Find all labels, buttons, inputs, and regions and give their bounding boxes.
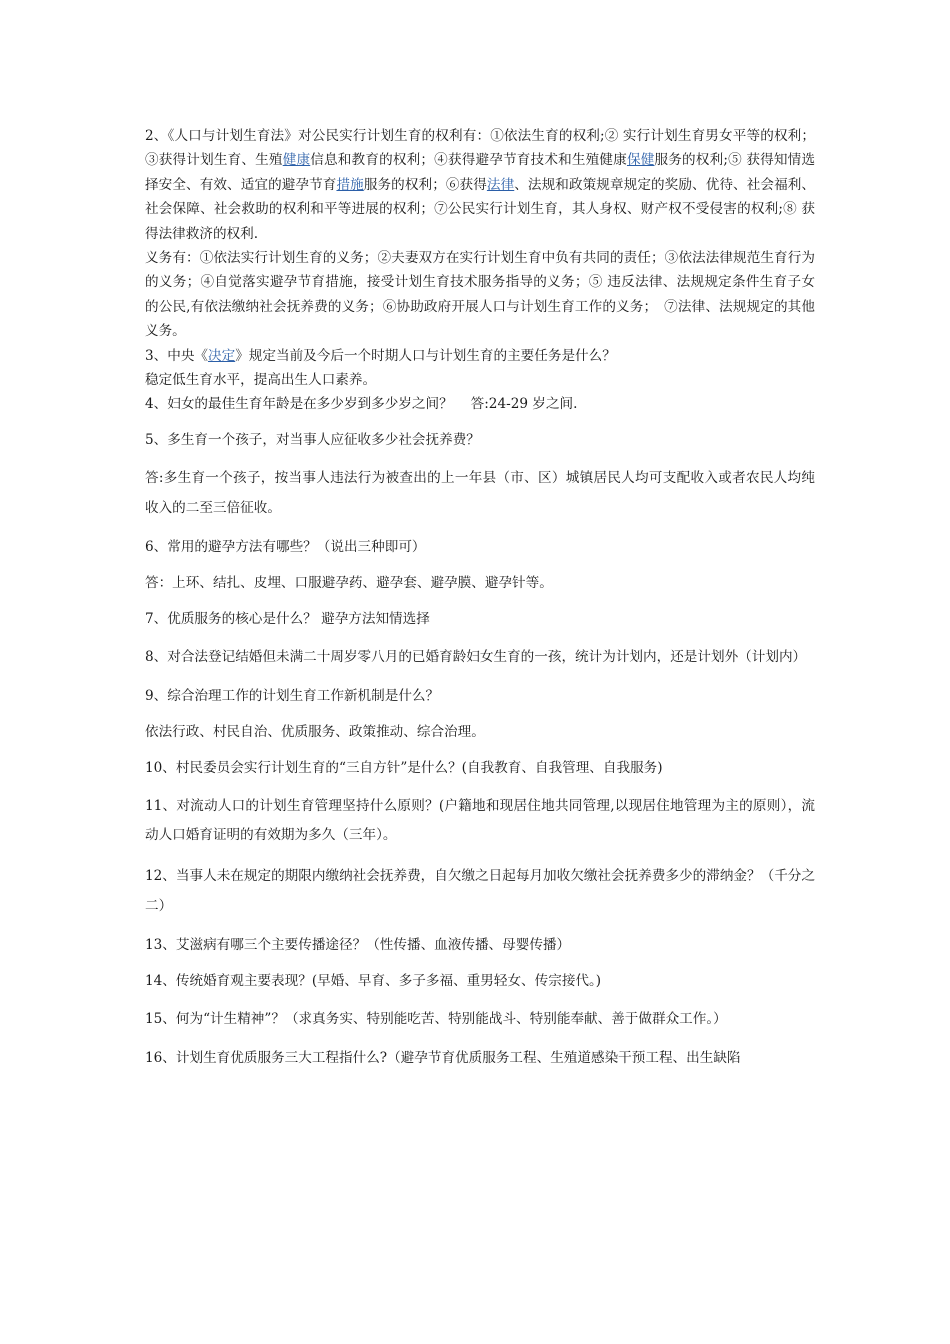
text-segment: 13、艾滋病有哪三个主要传播途径？（性传播、血液传播、母婴传播）: [145, 936, 571, 953]
paragraph-q2-duties: [145, 246, 815, 344]
text-segment: 9、综合治理工作的计划生育工作新机制是什么？: [145, 687, 440, 704]
text-segment: 6、常用的避孕方法有哪些？（说出三种即可）: [145, 538, 426, 555]
inline-link[interactable]: 决定: [208, 347, 236, 364]
text-segment: 4、妇女的最佳生育年龄是在多少岁到多少岁之间？ 答:24-29 岁之间.: [145, 396, 578, 413]
document-body: [145, 124, 815, 1070]
text-segment: 16、计划生育优质服务三大工程指什么?（避孕节育优质服务工程、生殖道感染干预工程、出生缺陷: [145, 1049, 741, 1066]
text-segment: 服务的权利;⑤ 获得知情选择安全、有效、适宜的避孕节育: [145, 152, 816, 193]
text-segment: 15、何为“计生精神”？（求真务实、特别能吃苦、特别能战斗、特别能奉献、善于做群众工作。）: [145, 1010, 727, 1027]
paragraph-q15: [145, 1005, 815, 1035]
text-segment: 7、优质服务的核心是什么？ 避孕方法知情选择: [145, 610, 430, 627]
paragraph-q13: [145, 933, 815, 957]
text-segment: 11、对流动人口的计划生育管理坚持什么原则？(户籍地和现居住地共同管理,以现居住地管理为主的原则），流动人口婚育证明的有效期为多久（三年）。: [145, 797, 815, 844]
paragraph-q9-answer: [145, 720, 815, 744]
paragraph-q11: [145, 792, 815, 851]
text-segment: 义务有：①依法实行计划生育的义务；②夫妻双方在实行计划生育中负有共同的责任；③依法法律规范生育行为的义务；④自觉落实避孕节育措施，接受计划生育技术服务指导的义务；⑤ 违反法律、法规规定条件生育子女的公民,有依法缴纳社会抚养费的义务；⑥协助政府开展人口与计划生育工作的义务； ⑦法律、法规规定的其他义务。: [145, 250, 815, 340]
text-segment: 14、传统婚育观主要表现？(早婚、早育、多子多福、重男轻女、传宗接代。): [145, 972, 602, 989]
paragraph-q7: [145, 607, 815, 631]
paragraph-q12: [145, 862, 815, 921]
text-segment: 5、多生育一个孩子，对当事人应征收多少社会抚养费？: [145, 432, 480, 449]
inline-link[interactable]: 措施: [336, 176, 364, 193]
text-segment: 12、当事人未在规定的期限内缴纳社会抚养费，自欠缴之日起每月加收欠缴社会抚养费多少的滞纳金？（千分之二）: [145, 868, 815, 914]
paragraph-q2: [145, 124, 815, 246]
text-segment: 答:多生育一个孩子，按当事人违法行为被查出的上一年县（市、区）城镇居民人均可支配收入或者农民人均纯收入的二至三倍征收。: [145, 470, 815, 516]
text-segment: 2、《人口与计划生育法》对公民实行计划生育的权利有：①依法生育的权利;② 实行计划生育男女平等的权利；③获得计划生育、生殖: [145, 128, 815, 169]
paragraph-q6-answer: [145, 571, 815, 595]
text-segment: 8、对合法登记结婚但未满二十周岁零八月的已婚育龄妇女生育的一孩，统计为计划内，还是计划外（计划内）: [145, 648, 807, 665]
paragraph-q3-answer: [145, 368, 815, 392]
text-segment: 信息和教育的权利；④获得避孕节育技术和生殖健康: [310, 152, 627, 169]
paragraph-q3: [145, 344, 815, 368]
text-segment: 10、村民委员会实行计划生育的“三自方针”是什么？(自我教育、自我管理、自我服务): [145, 759, 663, 776]
paragraph-q8: [145, 643, 815, 673]
paragraph-q6: [145, 535, 815, 559]
paragraph-q16: [145, 1046, 815, 1070]
paragraph-q5: [145, 428, 815, 452]
text-segment: 稳定低生育水平，提高出生人口素养。: [145, 372, 377, 389]
text-segment: 依法行政、村民自治、优质服务、政策推动、综合治理。: [145, 723, 485, 740]
text-segment: 服务的权利；⑥获得: [363, 176, 487, 193]
inline-link[interactable]: 健康: [282, 152, 311, 169]
text-segment: 》规定当前及今后一个时期人口与计划生育的主要任务是什么？: [235, 347, 616, 364]
text-segment: 3、中央《: [145, 347, 209, 364]
inline-link[interactable]: 保健: [626, 152, 655, 169]
inline-link[interactable]: 法律: [486, 176, 515, 193]
text-segment: 答：上环、结扎、皮埋、口服避孕药、避孕套、避孕膜、避孕针等。: [145, 574, 553, 591]
paragraph-q5-answer: [145, 464, 815, 523]
text-segment: 、法规和政策规章规定的奖励、优待、社会福利、社会保障、社会救助的权利和平等进展的权利；⑦公民实行计划生育，其人身权、财产权不受侵害的权利;⑧ 获得法律救济的权利.: [145, 176, 816, 242]
paragraph-q9: [145, 684, 815, 708]
paragraph-q4: [145, 392, 815, 416]
paragraph-q10: [145, 756, 815, 780]
paragraph-q14: [145, 969, 815, 993]
